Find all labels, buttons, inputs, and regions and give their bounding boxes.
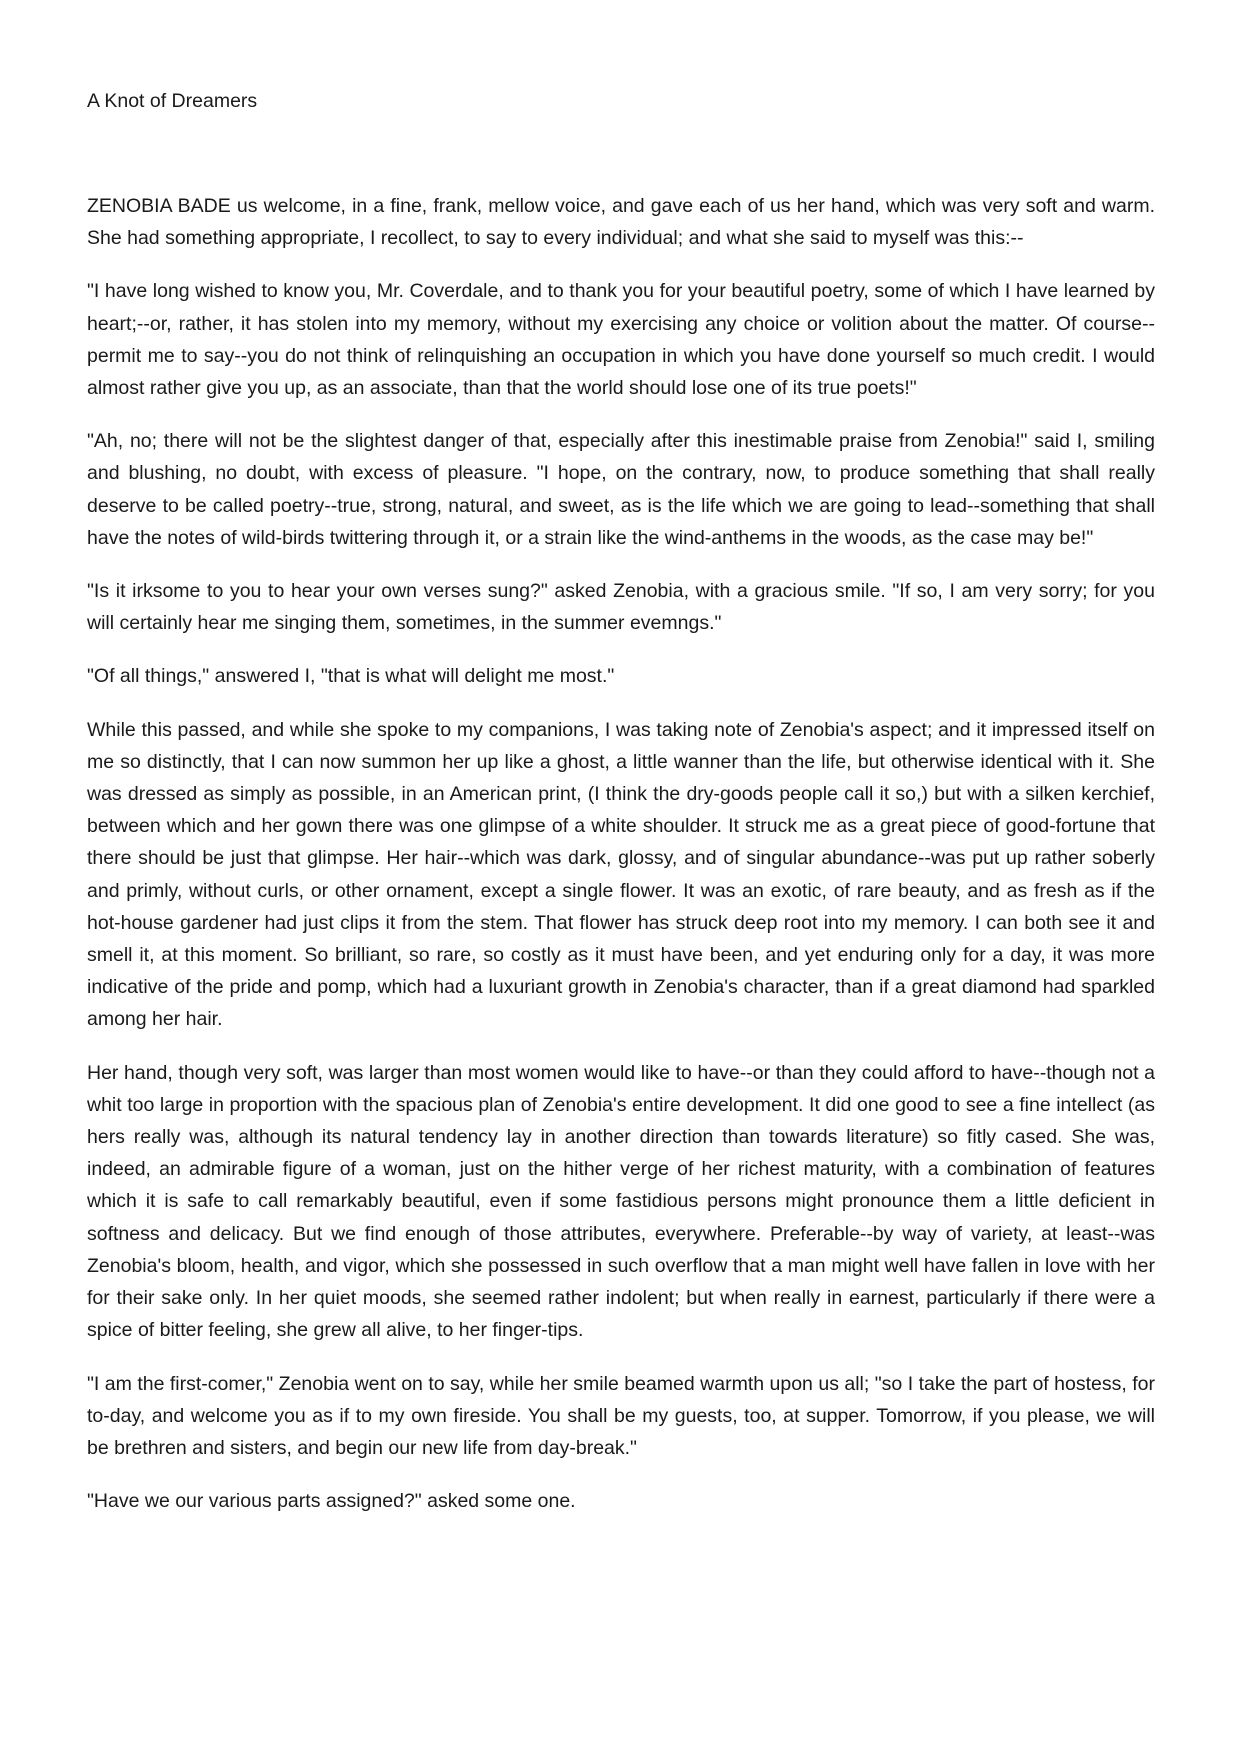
paragraph: "Of all things," answered I, "that is what will delight me most." bbox=[87, 665, 615, 688]
chapter-title: A Knot of Dreamers bbox=[87, 90, 258, 112]
chapter-body bbox=[87, 190, 1155, 1538]
paragraph: "I have long wished to know you, Mr. Coverdale, and to thank you for your beautiful poetry, some of which I have learned by heart;--or, rather, it has stolen into my memory, without my exercising any choice or volition about the matter. Of course--permit me to say--you do not think of relinquishing an occupation in which you have done yourself so much credit. I would almost rather give you up, as an associate, than that the world should lose one of its true poets!" bbox=[87, 280, 1155, 400]
paragraph: "I am the first-comer," Zenobia went on to say, while her smile beamed warmth upon us all; "so I take the part of hostess, for to-day, and welcome you as if to my own fireside. You shall be my guests, too, at supper. Tomorrow, if you please, we will be brethren and sisters, and begin our new life from day-break." bbox=[87, 1372, 1155, 1459]
paragraph: While this passed, and while she spoke to my companions, I was taking note of Zenobia's aspect; and it impressed itself on me so distinctly, that I can now summon her up like a ghost, a little wanner than the life, but otherwise identical with it. She was dressed as simply as possible, in an American print, (I think the dry-goods people call it so,) but with a silken kerchief, between which and her gown there was one glimpse of a white shoulder. It struck me as a great piece of good-fortune that there should be just that glimpse. Her hair--which was dark, glossy, and of singular abundance--was put up rather soberly and primly, without curls, or other ornament, except a single flower. It was an exotic, of rare beauty, and as fresh as if the hot-house gardener had just clips it from the stem. That flower has struck deep root into my memory. I can both see it and smell it, at this moment. So brilliant, so rare, so costly as it must have been, and yet enduring only for a day, it was more indicative of the pride and pomp, which had a luxuriant growth in Zenobia's character, than if a great diamond had sparkled among her hair. bbox=[87, 718, 1155, 1031]
paragraph: Her hand, though very soft, was larger than most women would like to have--or than they could afford to have--though not a whit too large in proportion with the spacious plan of Zenobia's entire development. It did one good to see a fine intellect (as hers really was, although its natural tendency lay in another direction than towards literature) so fitly cased. She was, indeed, an admirable figure of a woman, just on the hither verge of her richest maturity, with a combination of features which it is safe to call remarkably beautiful, even if some fastidious persons might pronounce them a little deficient in softness and delicacy. But we find enough of those attributes, everywhere. Preferable--by way of variety, at least--was Zenobia's bloom, health, and vigor, which she possessed in such overflow that a man might well have fallen in love with her for their sake only. In her quiet moods, she seemed rather indolent; but when really in earnest, particularly if there were a spice of bitter feeling, she grew all alive, to her finger-tips. bbox=[87, 1061, 1155, 1342]
paragraph: "Is it irksome to you to hear your own verses sung?" asked Zenobia, with a gracious smile. "If so, I am very sorry; for you will certainly hear me singing them, sometimes, in the summer evemngs." bbox=[87, 580, 1155, 635]
paragraph: "Ah, no; there will not be the slightest danger of that, especially after this inestimable praise from Zenobia!" said I, smiling and blushing, no doubt, with excess of pleasure. "I hope, on the contrary, now, to produce something that shall really deserve to be called poetry--true, strong, natural, and sweet, as is the life which we are going to lead--something that shall have the notes of wild-birds twittering through it, or a strain like the wind-anthems in the woods, as the case may be!" bbox=[87, 430, 1155, 549]
paragraph: "Have we our various parts assigned?" asked some one. bbox=[87, 1490, 576, 1513]
paragraph: ZENOBIA BADE us welcome, in a fine, frank, mellow voice, and gave each of us her hand, which was very soft and warm. She had something appropriate, I recollect, to say to every individual; and what she said to myself was this:-- bbox=[87, 195, 1155, 250]
